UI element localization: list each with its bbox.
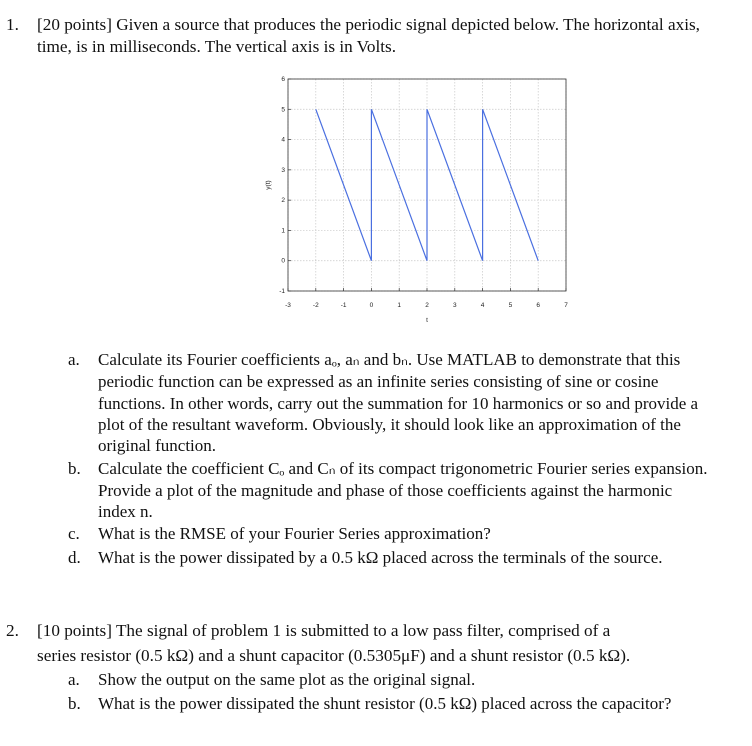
y-tick-label: -1 [279, 288, 285, 295]
x-tick-label: -3 [285, 302, 291, 309]
x-tick-label: 4 [480, 302, 485, 309]
x-tick-label: 7 [564, 302, 568, 309]
part-line: What is the RMSE of your Fourier Series approximation? [98, 524, 491, 543]
y-tick-label: 3 [281, 166, 285, 174]
part-label: a. [68, 670, 80, 689]
y-axis-label: y(t) [265, 180, 272, 190]
part-line: Show the output on the same plot as the original signal. [98, 670, 476, 689]
y-tick-label: 0 [281, 257, 285, 265]
part-line: original function. [98, 436, 217, 455]
part-line: functions. In other words, carry out the summation for 10 harmonics or so and provide a [98, 394, 699, 413]
part-line: Provide a plot of the magnitude and phase of those coefficients against the harmonic [98, 481, 673, 500]
x-axis-label: t [426, 317, 428, 324]
problem-1-line: time, is in milliseconds. The vertical axis is in Volts. [37, 37, 397, 56]
part-label: a. [68, 350, 80, 369]
part-label: c. [68, 524, 80, 543]
part-label: d. [68, 548, 81, 567]
x-tick-label: 6 [536, 302, 541, 309]
x-tick-label: 2 [425, 302, 429, 309]
x-tick-label: 1 [397, 302, 402, 309]
x-tick-label: 5 [508, 302, 513, 309]
problem-1-line: [20 points] Given a source that produces the periodic signal depicted below. The horizontal axis, [37, 15, 700, 34]
problem-2-line: series resistor (0.5 kΩ) and a shunt capacitor (0.5305μF) and a shunt resistor (0.5 kΩ). [37, 646, 631, 665]
part-label: b. [68, 459, 81, 478]
problem-1-number: 1. [6, 15, 19, 34]
x-tick-label: -2 [312, 302, 319, 309]
y-tick-label: 2 [281, 197, 285, 205]
y-tick-label: 1 [281, 227, 285, 235]
x-tick-label: -1 [340, 302, 347, 309]
part-line: Calculate the coefficient Cₒ and Cₙ of its compact trigonometric Fourier series expansion. [98, 459, 708, 478]
part-label: b. [68, 694, 81, 713]
y-tick-label: 4 [281, 136, 285, 144]
problem-2-number: 2. [6, 621, 19, 640]
y-tick-label: 5 [281, 106, 285, 114]
y-tick-label: 6 [281, 76, 285, 83]
part-line: Calculate its Fourier coefficients aₒ, aₙ and bₙ. Use MATLAB to demonstrate that this [98, 350, 681, 369]
part-line: What is the power dissipated by a 0.5 kΩ placed across the terminals of the source. [98, 548, 663, 567]
part-line: periodic function can be expressed as an infinite series consisting of sine or cosine [98, 372, 659, 391]
problem-2-line: [10 points] The signal of problem 1 is submitted to a low pass filter, comprised of a [37, 621, 611, 640]
part-line: index n. [98, 502, 153, 521]
signal-line [316, 109, 538, 260]
x-tick-label: 3 [452, 302, 457, 309]
part-line: What is the power dissipated the shunt resistor (0.5 kΩ) placed across the capacitor? [98, 694, 672, 713]
part-line: plot of the resultant waveform. Obviously, it should look like an approximation of the [98, 415, 681, 434]
x-tick-label: 0 [369, 302, 374, 309]
